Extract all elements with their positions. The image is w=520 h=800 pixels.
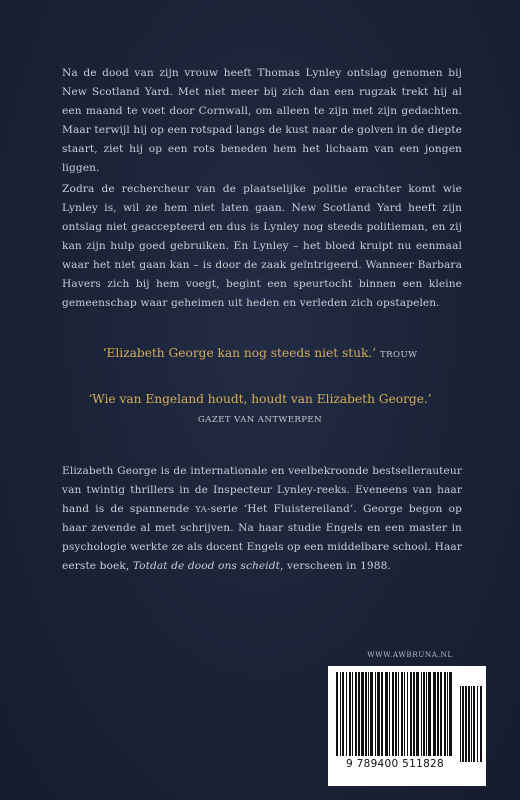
quote-source: TROUW — [380, 350, 418, 360]
blurb-text-2: Zodra de rechercheur van de plaatselijke politie erachter komt wie Lynley is, wil ze hem niet laten gaan. New Scotland Yard heeft zijn ontslag niet geaccepteerd en dus is Lynley nog steeds politieman, en zij kan zijn hulp goed gebruiken. En Lynley – het bloed kruipt nu eenmaal waar het niet gaan kan – is door de zaak geïntrigeerd. Wanneer Barbara Havers zich bij hem voegt, begint een speurtocht binnen een kleine gemeenschap waar geheimen uit heden en verleden zich opstapelen. — [62, 183, 462, 309]
barcode-bar — [358, 672, 360, 756]
blurb-paragraph-2 — [62, 180, 462, 313]
isbn-barcode — [328, 666, 486, 786]
barcode-bar — [389, 672, 390, 756]
first-book-title: Totdat de dood ons scheidt — [132, 560, 281, 572]
barcode-bar — [440, 672, 442, 756]
publisher-url[interactable]: WWW.AWBRUNA.NL — [367, 650, 453, 659]
addon-bar — [477, 686, 478, 762]
barcode-bar — [426, 672, 427, 756]
barcode-bar — [398, 672, 399, 756]
barcode-bar — [401, 672, 403, 756]
barcode-bar — [413, 672, 415, 756]
barcode-bar — [352, 672, 353, 756]
barcode-bar — [336, 672, 338, 756]
addon-bar — [465, 686, 467, 762]
addon-bar — [462, 686, 464, 762]
addon-bar — [460, 686, 461, 762]
addon-bars — [458, 678, 484, 764]
addon-bar — [468, 686, 470, 762]
barcode-bar — [404, 672, 405, 756]
barcode-bar — [361, 672, 364, 756]
blurb-text-1: Na de dood van zijn vrouw heeft Thomas Lynley ontslag genomen bij New Scotland Yard. Met niet meer bij zich dan een rugzak trekt hij al een maand te voet door Cornwall, om alleen te zijn met zijn gedachten. Maar terwijl hij op een rotspad langs de kust naar de golven in de diepte staart, ziet hij op een rots beneden hem het lichaam van een jongen liggen. — [62, 67, 462, 174]
barcode-bar — [346, 672, 347, 756]
review-quote-1 — [0, 346, 520, 360]
barcode-bar — [437, 672, 439, 756]
isbn-number: 9 789400 511828 — [345, 758, 445, 770]
barcode-bar — [355, 672, 357, 756]
barcode-bar — [423, 672, 425, 756]
addon-bar — [471, 686, 472, 762]
barcode-bar — [385, 672, 388, 756]
barcode-bar — [377, 672, 380, 756]
bio-ya-smallcaps: YA — [195, 504, 208, 514]
barcode-bars — [334, 672, 452, 758]
review-quote-2 — [0, 390, 520, 430]
barcode-bar — [416, 672, 419, 756]
quote-source: GAZET VAN ANTWERPEN — [197, 415, 323, 425]
barcode-bar — [447, 672, 448, 756]
barcode-bar — [407, 672, 408, 756]
barcode-bar — [421, 672, 422, 756]
barcode-bar — [392, 672, 394, 756]
barcode-bar — [449, 672, 452, 756]
barcode-bar — [349, 672, 351, 756]
barcode-bar — [428, 672, 431, 756]
bio-part-3: , verscheen in 1988. — [280, 560, 391, 572]
barcode-bar — [433, 672, 436, 756]
barcode-bar — [340, 672, 341, 756]
barcode-bar — [381, 672, 383, 756]
barcode-bar — [342, 672, 344, 756]
blurb-paragraph-1 — [62, 64, 462, 178]
quote-text: ‘Wie van Engeland houdt, houdt van Elizabeth George.’ — [88, 392, 432, 406]
addon-bar — [480, 686, 482, 762]
bio-part-1: Elizabeth George is de internationale en veelbekroonde bestsellerauteur van twintig thrillers in de Inspecteur Lynley-reeks. Eveneens van haar hand is de spannende — [62, 465, 462, 515]
author-bio-text — [62, 462, 462, 576]
addon-bar — [473, 686, 475, 762]
barcode-bar — [365, 672, 367, 756]
bio-part-2: -serie ‘Het Fluistereiland’. George begon op haar zevende al met schrijven. Na haar studie Engels en een master in psychologie werkte ze als docent Engels op een middelbare school. Haar eerste boek, — [62, 503, 462, 572]
barcode-bar — [395, 672, 397, 756]
author-bio — [62, 462, 462, 576]
barcode-bar — [368, 672, 369, 756]
barcode-bar — [370, 672, 373, 756]
barcode-bar — [410, 672, 412, 756]
barcode-bar — [444, 672, 446, 756]
quote-text: ‘Elizabeth George kan nog steeds niet stuk.’ — [102, 346, 377, 360]
barcode-bar — [375, 672, 376, 756]
